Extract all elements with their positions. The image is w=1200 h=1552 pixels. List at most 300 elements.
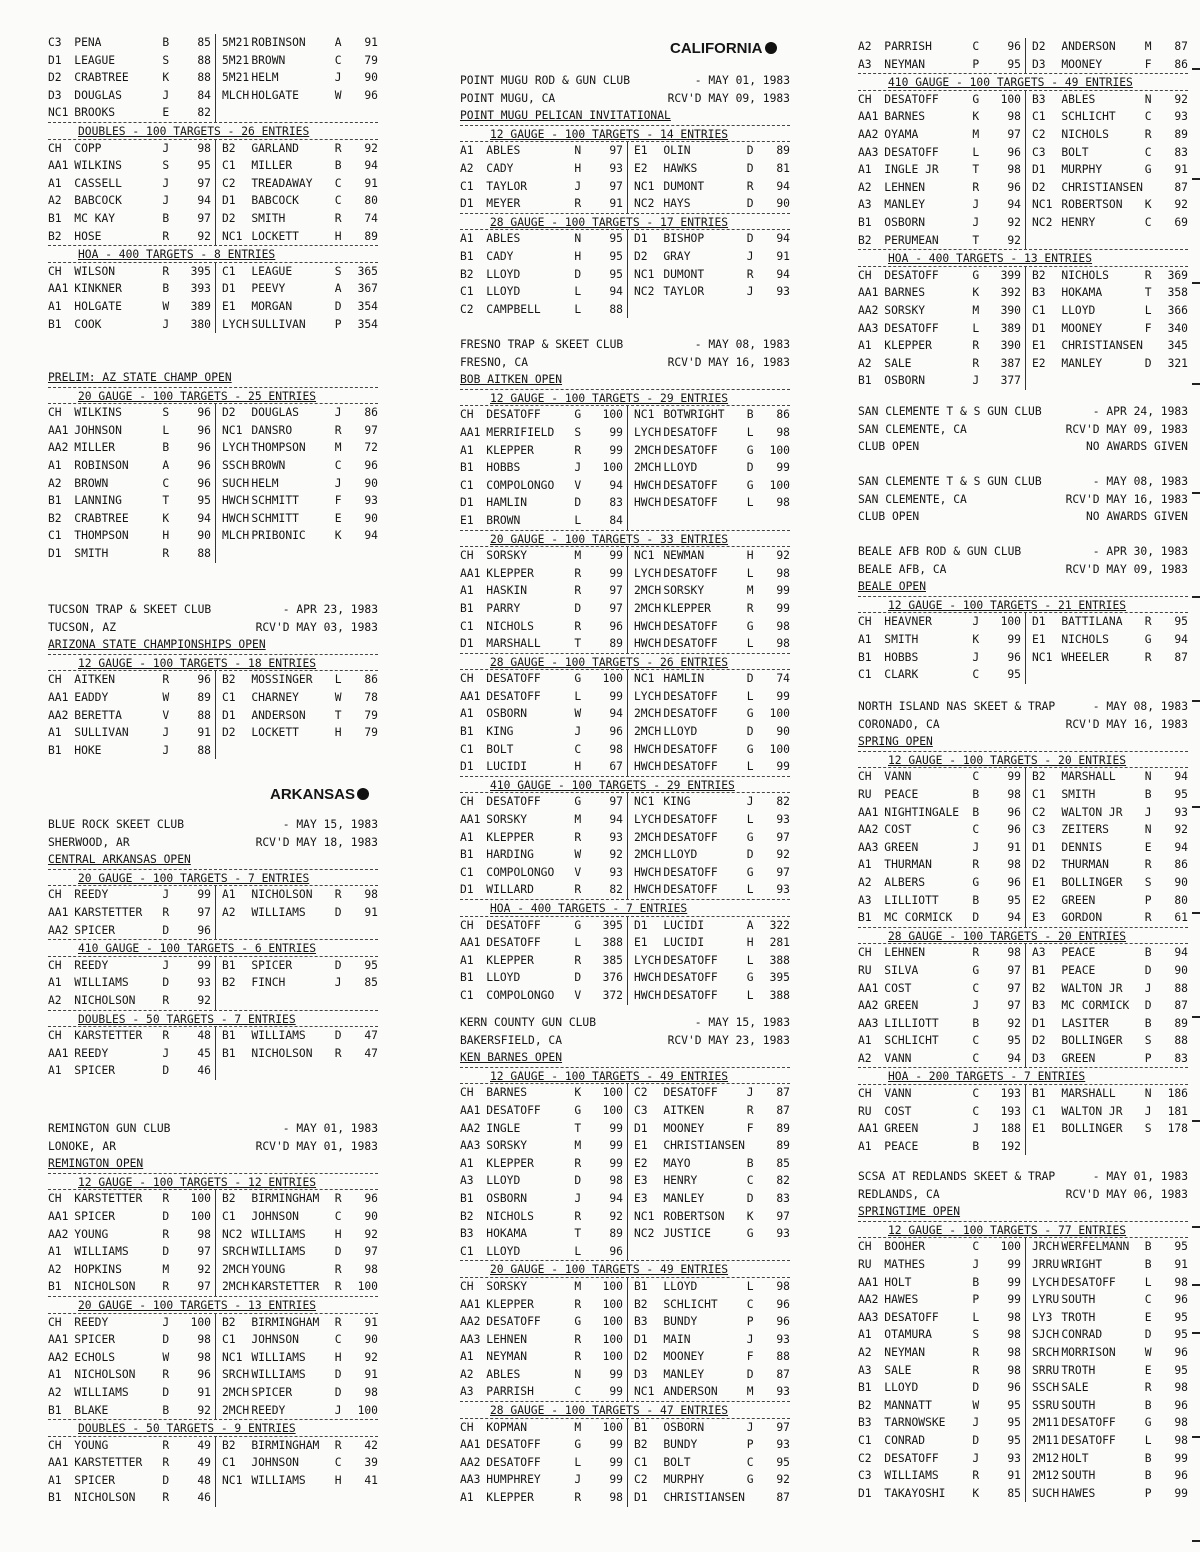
- score-row: [460, 301, 790, 319]
- club-info-line: [858, 438, 1188, 456]
- cell-shooter: PERUMEAN: [884, 233, 939, 247]
- cell-score: 90: [364, 1333, 378, 1347]
- cell-initial: B: [972, 787, 980, 801]
- cell-initial: L: [972, 1310, 980, 1324]
- cell-score: 95: [992, 892, 1026, 910]
- cell-class: C1: [221, 264, 236, 278]
- cell-shooter: AITKEN: [663, 1103, 705, 1117]
- cell-score: 49: [182, 1454, 216, 1472]
- cell-score: 96: [992, 804, 1026, 822]
- cell-class: C2: [858, 1451, 872, 1465]
- score-row: [858, 1085, 1188, 1103]
- cell-class: 2M11: [1031, 1416, 1060, 1430]
- cell-score: 96: [594, 618, 628, 636]
- score-row: [858, 144, 1188, 162]
- cell-initial: G: [746, 707, 754, 721]
- cell-class: LYCH: [1031, 1275, 1060, 1289]
- club-info-left: REMINGTON GUN CLUB: [48, 1122, 171, 1135]
- club-info-right: - MAY 01, 1983: [282, 1122, 378, 1135]
- cell-shooter: REEDY: [74, 958, 109, 972]
- cell-score: 95: [992, 56, 1026, 74]
- shoot-title: PRELIM: AZ STATE CHAMP OPEN: [48, 371, 232, 384]
- cell-shooter: HELM: [251, 476, 279, 490]
- club-info-left: KERN COUNTY GUN CLUB: [460, 1016, 597, 1029]
- cell-initial: B: [1144, 1398, 1152, 1412]
- cell-class: B3: [1031, 999, 1046, 1013]
- result-block: [460, 1014, 790, 1507]
- cell-shooter: REEDY: [251, 1403, 286, 1417]
- cell-class: D1: [1031, 615, 1046, 629]
- cell-score: 99: [776, 689, 790, 703]
- score-row: [858, 909, 1188, 927]
- cell-score: 82: [776, 795, 790, 809]
- cell-initial: R: [574, 1350, 582, 1364]
- cell-shooter: SORSKY: [663, 584, 705, 598]
- cell-initial: B: [972, 1016, 980, 1030]
- cell-score: 74: [776, 672, 790, 686]
- cell-score: 99: [776, 601, 790, 615]
- cell-initial: D: [746, 232, 754, 246]
- event-header-text: 12 GAUGE - 100 TARGETS - 20 ENTRIES: [888, 753, 1127, 767]
- cell-score: 100: [594, 1278, 628, 1296]
- cell-score: 92: [364, 1350, 378, 1364]
- cell-score: 88: [182, 742, 216, 760]
- cell-shooter: DESATOFF: [1061, 1433, 1116, 1447]
- cell-shooter: BARNES: [486, 1086, 528, 1100]
- cell-class: D2: [1031, 858, 1046, 872]
- cell-initial: J: [162, 1046, 170, 1060]
- cell-score: 95: [594, 248, 628, 266]
- cell-class: C1: [858, 1433, 872, 1447]
- cell-score: 98: [1174, 1433, 1188, 1447]
- cell-initial: D: [746, 161, 754, 175]
- cell-class: B2: [1031, 981, 1046, 995]
- cell-initial: J: [574, 179, 582, 193]
- cell-initial: R: [334, 1262, 342, 1276]
- score-row: [858, 320, 1188, 338]
- club-info-right: - APR 24, 1983: [1092, 405, 1188, 418]
- cell-initial: C: [972, 1240, 980, 1254]
- score-row: [48, 904, 378, 922]
- cell-initial: C: [972, 1034, 980, 1048]
- cell-shooter: VANN: [884, 770, 912, 784]
- cell-score: 91: [364, 1368, 378, 1382]
- cell-class: C1: [460, 478, 474, 492]
- cell-shooter: MOSSINGER: [251, 673, 313, 687]
- result-block: [858, 1168, 1188, 1502]
- cell-score: 99: [594, 1155, 628, 1173]
- club-info-line: [460, 90, 790, 108]
- club-info-right: NO AWARDS GIVEN: [1085, 510, 1188, 524]
- cell-shooter: BUNDY: [663, 1438, 698, 1452]
- cell-shooter: WILLIAMS: [251, 1368, 306, 1382]
- cell-initial: K: [972, 286, 980, 300]
- cell-class: HWCH: [221, 494, 250, 508]
- score-row: [858, 1344, 1188, 1362]
- cell-initial: J: [746, 285, 754, 299]
- cell-score: 79: [364, 53, 378, 67]
- cell-class: 2MCH: [633, 601, 662, 615]
- score-row: [858, 874, 1188, 892]
- cell-score: 87: [776, 1086, 790, 1100]
- score-row: [48, 886, 378, 904]
- club-info-left: POINT MUGU ROD & GUN CLUB: [460, 74, 631, 87]
- cell-score: 96: [992, 38, 1026, 56]
- cell-shooter: PARRY: [486, 601, 521, 615]
- club-info-line: [858, 543, 1188, 561]
- cell-shooter: LLOYD: [1061, 303, 1096, 317]
- cell-class: C1: [1031, 787, 1046, 801]
- cell-score: 372: [594, 987, 628, 1005]
- cell-score: 94: [776, 267, 790, 281]
- cell-score: 90: [776, 725, 790, 739]
- cell-score: 100: [594, 1313, 628, 1331]
- cell-initial: L: [972, 321, 980, 335]
- cell-class: B2: [460, 267, 474, 281]
- cell-class: B1: [858, 1381, 872, 1395]
- cell-class: E3: [633, 1174, 648, 1188]
- cell-score: 93: [776, 1438, 790, 1452]
- score-row: [48, 298, 378, 316]
- cell-initial: C: [334, 53, 342, 67]
- cell-shooter: HAYS: [663, 197, 691, 211]
- cell-score: 96: [182, 457, 216, 475]
- cell-score: 376: [594, 969, 628, 987]
- cell-score: 45: [182, 1045, 216, 1063]
- cell-initial: K: [1144, 198, 1152, 212]
- cell-shooter: NICHOLS: [1061, 268, 1109, 282]
- cell-initial: R: [162, 264, 170, 278]
- cell-initial: R: [972, 339, 980, 353]
- cell-score: 91: [182, 1384, 216, 1402]
- cell-shooter: HOSE: [74, 229, 102, 243]
- score-row: [48, 263, 378, 281]
- cell-score: 97: [594, 582, 628, 600]
- cell-class: LYCH: [221, 317, 250, 331]
- cell-class: E1: [1031, 875, 1046, 889]
- cell-class: C2: [221, 176, 236, 190]
- cell-class: NC1: [633, 408, 655, 422]
- score-row: [48, 34, 378, 52]
- cell-score: 389: [182, 298, 216, 316]
- cell-initial: E: [1144, 1310, 1152, 1324]
- result-block: [48, 1120, 378, 1507]
- cell-initial: D: [162, 1385, 170, 1399]
- cell-shooter: NICHOLS: [486, 1209, 534, 1223]
- cell-class: LYRU: [1031, 1293, 1060, 1307]
- cell-shooter: BROOKS: [74, 106, 116, 120]
- cell-shooter: KLEPPER: [486, 1491, 534, 1505]
- cell-initial: C: [334, 176, 342, 190]
- cell-initial: H: [162, 529, 170, 543]
- cell-class: SSRU: [1031, 1398, 1060, 1412]
- score-row: [460, 1331, 790, 1349]
- cell-initial: D: [574, 267, 582, 281]
- cell-score: 39: [364, 1456, 378, 1470]
- cell-initial: G: [746, 1473, 754, 1487]
- cell-initial: L: [972, 145, 980, 159]
- cell-score: 100: [594, 406, 628, 424]
- club-info-right: - MAY 15, 1983: [282, 818, 378, 831]
- event-header: [460, 213, 790, 231]
- cell-class: D1: [221, 282, 236, 296]
- cell-class: LYCH: [221, 441, 250, 455]
- cell-class: D1: [633, 1491, 648, 1505]
- event-header-text: 20 GAUGE - 100 TARGETS - 13 ENTRIES: [78, 1298, 317, 1312]
- cell-shooter: HOKE: [74, 743, 102, 757]
- cell-class: B1: [48, 1280, 62, 1294]
- score-row: [858, 284, 1188, 302]
- cell-class: D1: [1031, 1016, 1046, 1030]
- cell-class: B1: [858, 215, 872, 229]
- cell-shooter: NEYMAN: [884, 57, 926, 71]
- cell-score: 93: [1174, 110, 1188, 124]
- cell-initial: H: [334, 726, 342, 740]
- cell-score: 98: [1174, 1416, 1188, 1430]
- result-block: [858, 698, 1188, 1155]
- score-row: [460, 1190, 790, 1208]
- cell-score: 94: [182, 510, 216, 528]
- cell-score: 87: [776, 1491, 790, 1505]
- cell-shooter: KARSTETTER: [74, 1192, 143, 1206]
- cell-shooter: LEAGUE: [74, 53, 116, 67]
- cell-shooter: CHRISTIANSEN: [1061, 339, 1143, 353]
- cell-shooter: SCHLICHT: [1061, 110, 1116, 124]
- score-row: [858, 38, 1188, 56]
- cell-class: SSCH: [1031, 1381, 1060, 1395]
- score-row: [460, 1208, 790, 1226]
- cell-shooter: BROWN: [251, 458, 286, 472]
- cell-class: 2M11: [1031, 1433, 1060, 1447]
- cell-class: B1: [221, 1029, 236, 1043]
- cell-shooter: CONRAD: [884, 1433, 926, 1447]
- score-row: [858, 631, 1188, 649]
- cell-initial: A: [334, 282, 342, 296]
- cell-shooter: DESATOFF: [663, 619, 718, 633]
- event-header: [48, 1173, 378, 1191]
- cell-class: A2: [858, 356, 872, 370]
- cell-shooter: EADDY: [74, 690, 109, 704]
- cell-shooter: GREEN: [1061, 1051, 1096, 1065]
- cell-shooter: MARSHALL: [1061, 770, 1116, 784]
- cell-class: AA1: [48, 905, 69, 919]
- cell-initial: F: [334, 494, 342, 508]
- cell-class: B1: [460, 461, 474, 475]
- cell-shooter: MOONEY: [1061, 57, 1103, 71]
- cell-shooter: HAWES: [884, 1293, 919, 1307]
- cell-shooter: INGLE: [486, 1121, 521, 1135]
- cell-initial: D: [746, 1367, 754, 1381]
- cell-shooter: HOBBS: [486, 461, 521, 475]
- score-row: [460, 1155, 790, 1173]
- cell-class: RU: [858, 1257, 872, 1271]
- cell-score: 94: [364, 529, 378, 543]
- score-row: [48, 69, 378, 87]
- cell-shooter: HOKAMA: [486, 1227, 528, 1241]
- cell-score: 93: [776, 285, 790, 299]
- cell-shooter: DESATOFF: [884, 268, 939, 282]
- event-header-text: 20 GAUGE - 100 TARGETS - 25 ENTRIES: [78, 389, 317, 403]
- cell-initial: R: [574, 1297, 582, 1311]
- cell-initial: R: [972, 1469, 980, 1483]
- cell-score: 99: [594, 1120, 628, 1138]
- cell-initial: D: [334, 1245, 342, 1259]
- cell-initial: R: [162, 1280, 170, 1294]
- score-row: [460, 1348, 790, 1366]
- score-row: [48, 1402, 378, 1420]
- cell-class: B2: [221, 1438, 236, 1452]
- cell-shooter: WHEELER: [1061, 650, 1109, 664]
- cell-shooter: CRABTREE: [74, 511, 129, 525]
- cell-class: CH: [858, 946, 872, 960]
- score-row: [858, 1362, 1188, 1380]
- cell-initial: G: [574, 918, 582, 932]
- cell-class: CH: [460, 918, 474, 932]
- club-info-left: NORTH ISLAND NAS SKEET & TRAP: [858, 700, 1056, 713]
- score-row: [48, 545, 378, 563]
- cell-shooter: MC KAY: [74, 211, 116, 225]
- cell-shooter: KLEPPER: [486, 953, 534, 967]
- cell-class: D3: [633, 1367, 648, 1381]
- cell-shooter: BLAKE: [74, 1403, 109, 1417]
- cell-shooter: NIGHTINGALE: [884, 805, 960, 819]
- cell-shooter: SCHMITT: [251, 511, 299, 525]
- score-row: [48, 1314, 378, 1332]
- club-info-line: [48, 619, 378, 637]
- cell-class: A2: [221, 905, 236, 919]
- cell-class: B1: [633, 1420, 648, 1434]
- cell-score: 94: [1174, 632, 1188, 646]
- cell-initial: R: [162, 673, 170, 687]
- event-header: [858, 1221, 1188, 1239]
- cell-score: 92: [594, 1208, 628, 1226]
- club-info-left: FRESNO, CA: [460, 355, 529, 369]
- cell-initial: T: [162, 494, 170, 508]
- cell-shooter: BOLLINGER: [1061, 1122, 1123, 1136]
- cell-shooter: HOLGATE: [251, 88, 299, 102]
- cell-shooter: DENNIS: [1061, 840, 1103, 854]
- cell-class: CH: [858, 92, 872, 106]
- cell-shooter: KINKNER: [74, 282, 122, 296]
- cell-score: 93: [1174, 805, 1188, 819]
- cell-class: AA2: [858, 303, 879, 317]
- cell-initial: L: [574, 689, 582, 703]
- cell-shooter: SCHLICHT: [884, 1034, 939, 1048]
- cell-score: 46: [182, 1489, 216, 1507]
- cell-shooter: DESATOFF: [663, 883, 718, 897]
- cell-shooter: ABLES: [486, 1367, 521, 1381]
- cell-class: HWCH: [633, 971, 662, 985]
- cell-score: 87: [1174, 180, 1188, 194]
- cell-shooter: SPICER: [251, 1385, 293, 1399]
- cell-shooter: WILKINS: [74, 406, 122, 420]
- cell-score: 72: [364, 441, 378, 455]
- cell-class: 2MCH: [633, 707, 662, 721]
- cell-class: SRRU: [1031, 1363, 1060, 1377]
- score-row: [48, 1454, 378, 1472]
- cell-initial: R: [746, 601, 754, 615]
- cell-initial: N: [1144, 1087, 1152, 1101]
- event-header: [460, 899, 790, 917]
- cell-score: 322: [769, 918, 790, 932]
- cell-class: 2MCH: [633, 725, 662, 739]
- score-row: [858, 649, 1188, 667]
- cell-initial: B: [746, 408, 754, 422]
- cell-shooter: TARNOWSKE: [884, 1416, 946, 1430]
- cell-class: LY3: [1031, 1310, 1053, 1324]
- cell-initial: D: [162, 1245, 170, 1259]
- cell-score: 95: [1174, 1363, 1188, 1377]
- cell-class: D1: [460, 883, 474, 897]
- cell-class: CH: [48, 888, 62, 902]
- score-row: [858, 666, 1188, 684]
- cell-shooter: SPICER: [74, 1333, 116, 1347]
- cell-score: 98: [364, 1385, 378, 1399]
- cell-shooter: NEWMAN: [663, 549, 705, 563]
- cell-shooter: LUCIDI: [486, 760, 528, 774]
- cell-initial: J: [972, 1416, 980, 1430]
- cell-score: 99: [992, 768, 1026, 786]
- cell-shooter: MORRISON: [1061, 1345, 1116, 1359]
- cell-initial: D: [972, 1433, 980, 1447]
- cell-initial: J: [334, 406, 342, 420]
- cell-initial: D: [746, 725, 754, 739]
- cell-initial: R: [1144, 858, 1152, 872]
- club-info-left: SHERWOOD, AR: [48, 835, 130, 849]
- score-row: [858, 1432, 1188, 1450]
- cell-shooter: SPICER: [74, 1209, 116, 1223]
- cell-class: E2: [633, 1156, 648, 1170]
- cell-score: 95: [1174, 1328, 1188, 1342]
- cell-initial: T: [1144, 286, 1152, 300]
- club-info-right: RCV'D MAY 09, 1983: [667, 91, 790, 105]
- cell-class: CH: [460, 549, 474, 563]
- cell-class: AA2: [858, 1293, 879, 1307]
- cell-shooter: DESATOFF: [486, 1455, 541, 1469]
- cell-score: 92: [1174, 823, 1188, 837]
- event-header: [48, 939, 378, 957]
- cell-shooter: JOHNSON: [74, 423, 122, 437]
- score-row: [48, 104, 378, 122]
- cell-class: D2: [1031, 1034, 1046, 1048]
- score-row: [460, 952, 790, 970]
- cell-shooter: BUNDY: [663, 1315, 698, 1329]
- cell-shooter: CADY: [486, 161, 514, 175]
- cell-shooter: DESATOFF: [663, 988, 718, 1002]
- cell-initial: C: [334, 1209, 342, 1223]
- cell-class: HWCH: [633, 760, 662, 774]
- cell-class: NC2: [221, 1227, 243, 1241]
- cell-score: 97: [182, 210, 216, 228]
- cell-shooter: CONRAD: [1061, 1328, 1103, 1342]
- score-row: [460, 881, 790, 899]
- cell-initial: M: [574, 813, 582, 827]
- cell-shooter: COMPOLONGO: [486, 865, 555, 879]
- cell-score: 380: [182, 316, 216, 334]
- cell-shooter: HOLGATE: [74, 299, 122, 313]
- cell-initial: R: [334, 1280, 342, 1294]
- cell-initial: R: [746, 267, 754, 281]
- result-block: [858, 543, 1188, 684]
- cell-class: RU: [858, 963, 872, 977]
- cell-class: RU: [858, 1104, 872, 1118]
- cell-shooter: FINCH: [251, 976, 286, 990]
- cell-score: 99: [182, 886, 216, 904]
- cell-class: AA1: [460, 689, 481, 703]
- score-row: [460, 1137, 790, 1155]
- cell-class: CH: [460, 1086, 474, 1100]
- cell-class: 2MCH: [221, 1262, 250, 1276]
